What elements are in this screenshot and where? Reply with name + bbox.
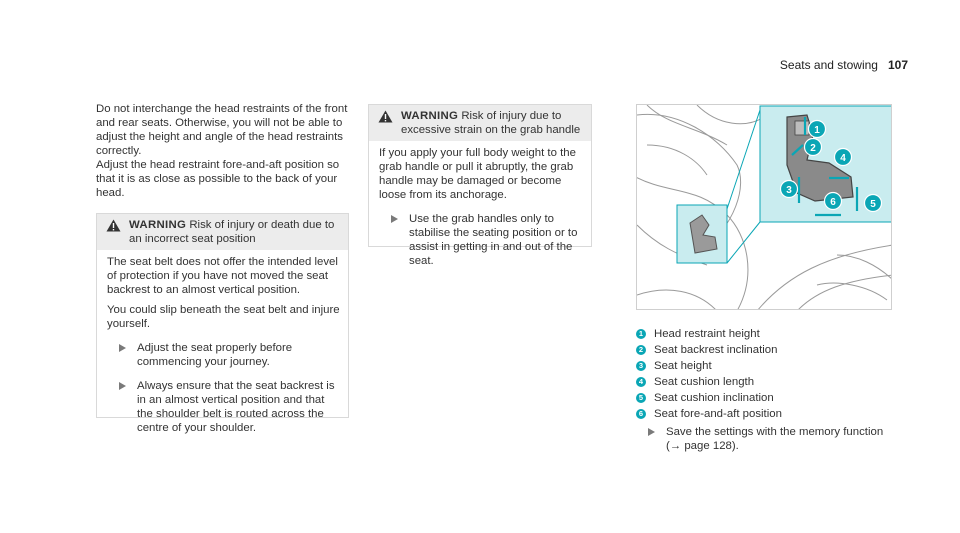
legend-text: Seat backrest inclination [654, 344, 778, 356]
legend-text: Seat cushion length [654, 376, 755, 388]
action-step [107, 379, 340, 435]
callout-number: 3 [786, 185, 792, 196]
step-text: Save the settings with the memory function [666, 426, 884, 438]
arrow-icon [391, 215, 398, 223]
page-number: 107 [887, 58, 908, 72]
legend-item [636, 406, 782, 422]
callout-number: 2 [810, 143, 816, 154]
callout-number: 1 [814, 125, 820, 136]
intro-paragraph: Do not interchange the head restraints of the front and rear seats. Otherwise, you will not be able to adjust the height and angle of the head restraints correctly. [96, 103, 348, 157]
warning-title: Risk of injury due to excessive strain on the grab handle [401, 110, 581, 136]
legend-item [636, 374, 782, 390]
callout-number: 4 [840, 153, 846, 164]
legend-item [636, 326, 782, 342]
legend-list [636, 326, 782, 422]
action-step [107, 341, 340, 369]
number-badge: 3 [636, 361, 646, 371]
callout-number: 5 [870, 199, 876, 210]
legend-text: Seat fore-and-aft position [654, 408, 782, 420]
arrow-icon [119, 382, 126, 390]
action-step [379, 212, 583, 268]
section-title: Seats and stowing [779, 58, 878, 72]
number-badge: 4 [636, 377, 646, 387]
step-text: Use the grab handles only to stabilise the seating position or to assist in getting in and out of the seat. [409, 213, 578, 267]
warning-box-grab-handle [368, 104, 592, 267]
step-text: Adjust the seat properly before commencing your journey. [137, 342, 293, 368]
page-reference-link[interactable]: (→ page 128). [666, 440, 739, 452]
page-header [780, 58, 908, 72]
legend-text: Seat height [654, 360, 712, 372]
step-text: Always ensure that the seat backrest is in an almost vertical position and that the shoulder belt is routed across the centre of your shoulder. [137, 380, 335, 434]
legend-item [636, 342, 782, 358]
callout-number: 6 [830, 197, 836, 208]
warning-header [97, 214, 348, 250]
number-badge: 1 [636, 329, 646, 339]
number-badge: 5 [636, 393, 646, 403]
warning-box-seat-position [96, 213, 349, 434]
warning-text: The seat belt does not offer the intended level of protection if you have not moved the seat backrest to an almost vertical position. [107, 256, 338, 296]
door-panel-drawing [637, 105, 892, 310]
legend-text: Seat cushion inclination [654, 392, 774, 404]
number-badge: 6 [636, 409, 646, 419]
legend-item [636, 390, 782, 406]
warning-label: WARNING [401, 110, 459, 122]
warning-triangle-icon [106, 219, 121, 232]
seat-controls-illustration [636, 104, 892, 310]
intro-paragraph: Adjust the head restraint fore-and-aft position so that it is as close as possible to the back of your head. [96, 159, 340, 199]
number-badge: 2 [636, 345, 646, 355]
warning-text: If you apply your full body weight to the grab handle or pull it abruptly, the grab handle may be damaged or become loose from its anchorage. [379, 147, 576, 201]
legend-item [636, 358, 782, 374]
warning-header [369, 105, 591, 141]
warning-label: WARNING [129, 219, 187, 231]
intro-text [96, 102, 352, 200]
legend-text: Head restraint height [654, 328, 760, 340]
warning-text: You could slip beneath the seat belt and injure yourself. [107, 304, 340, 330]
arrow-icon [648, 428, 655, 436]
warning-triangle-icon [378, 110, 393, 123]
arrow-icon [119, 344, 126, 352]
save-settings-step [636, 425, 898, 453]
action-step [636, 425, 898, 453]
warning-title: Risk of injury or death due to an incorrect seat position [129, 219, 335, 245]
